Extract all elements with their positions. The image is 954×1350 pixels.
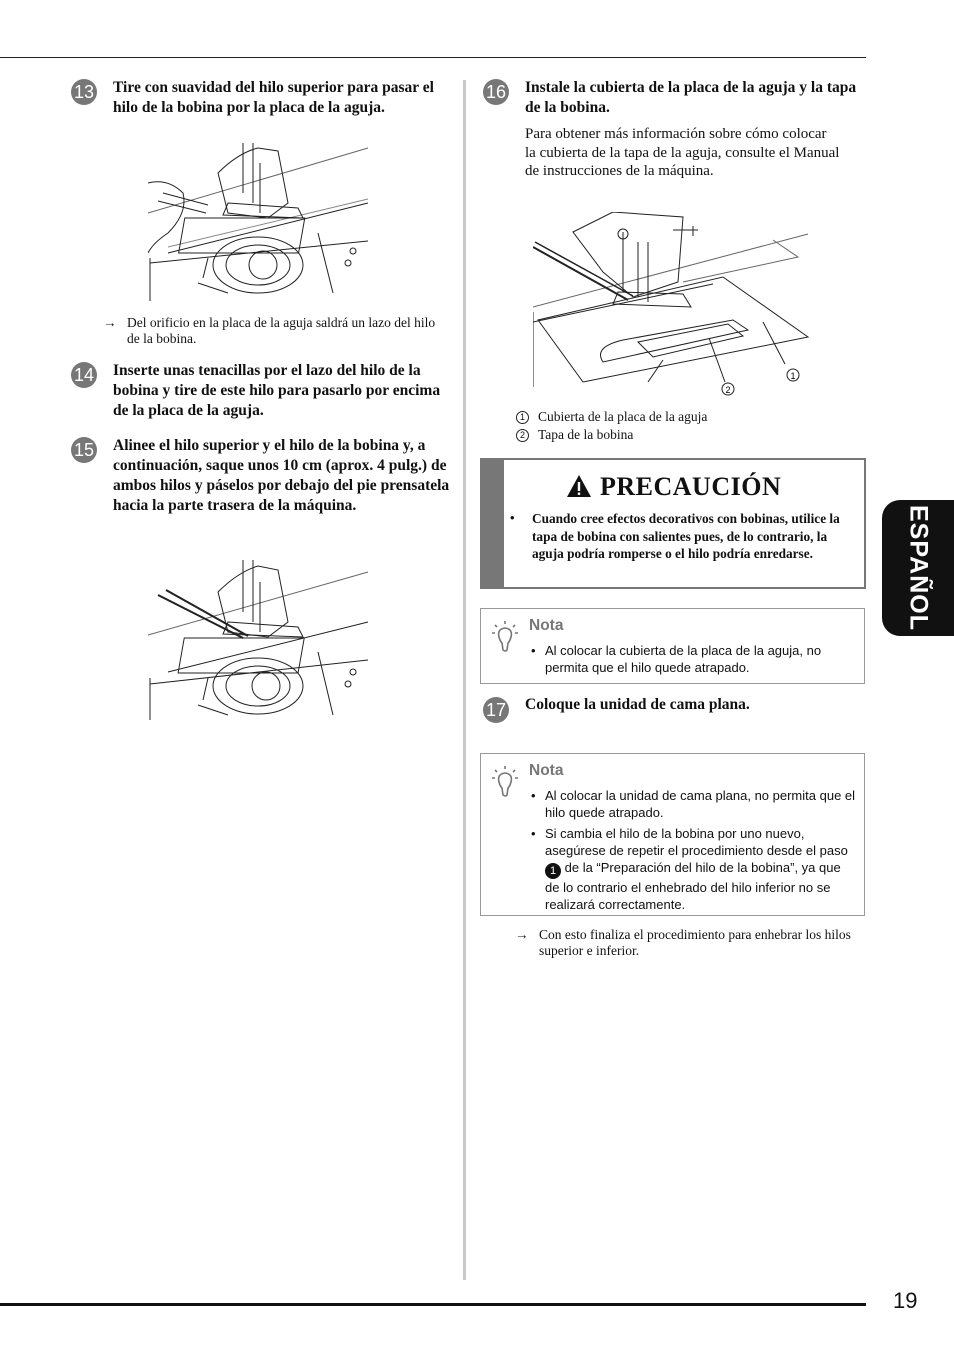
lightbulb-icon — [491, 764, 521, 800]
caption-1-text: Cubierta de la placa de la aguja — [538, 409, 708, 424]
step-15-number: 15 — [71, 437, 97, 463]
callout-2: 2 — [725, 385, 731, 395]
note-2-item-2 — [531, 825, 857, 913]
step-15-text: Alinee el hilo superior y el hilo de la bobina y, a continuación, saque unos 10 cm (aprox. 4 pulg.) de ambos hilos y páselos por debajo del pie prensatela hacia la parte trasera de la máquina. — [113, 437, 450, 514]
step-17-number: 17 — [483, 697, 509, 723]
step-1-reference-icon: 1 — [545, 863, 561, 879]
language-tab-label: ESPAÑOL — [904, 505, 933, 631]
note-2-list — [531, 787, 857, 913]
warning-icon — [566, 474, 592, 498]
bullet: • — [531, 643, 536, 658]
note-2-item-2-before: Si cambia el hilo de la bobina por uno nuevo, asegúrese de repetir el procedimiento desde el paso — [545, 826, 848, 858]
caution-bullet: • — [510, 510, 515, 525]
lightbulb-icon — [491, 619, 521, 655]
final-result-text: Con esto finaliza el procedimiento para enhebrar los hilos superior e inferior. — [539, 927, 851, 958]
bullet: • — [531, 788, 536, 803]
page-number: 19 — [893, 1288, 918, 1313]
step-13-result-text: Del orificio en la placa de la aguja saldrá un lazo del hilo de la bobina. — [127, 315, 436, 346]
step-16-text: Instale la cubierta de la placa de la aguja y la tapa de la bobina. — [525, 79, 857, 116]
step-16-number: 16 — [483, 79, 509, 105]
caption-1 — [516, 408, 707, 426]
note-1-title: Nota — [529, 617, 564, 634]
step-16-body: Para obtener más información sobre cómo colocar la cubierta de la tapa de la aguja, consulte el Manual de instrucciones de la máquina. — [525, 126, 840, 179]
top-rule — [0, 57, 866, 58]
result-arrow-icon: → — [515, 927, 529, 942]
column-divider — [463, 80, 466, 1280]
illustration-step-15 — [148, 560, 370, 720]
note-box-2 — [480, 753, 865, 916]
step-14-number: 14 — [71, 362, 97, 388]
caption-2 — [516, 426, 633, 444]
bottom-rule — [0, 1303, 866, 1306]
step-17-text: Coloque la unidad de cama plana. — [525, 696, 750, 713]
step-13-number: 13 — [71, 79, 97, 105]
callout-1: 1 — [790, 371, 796, 381]
note-1-list — [531, 642, 856, 676]
bullet: • — [531, 826, 536, 841]
illustration-step-13 — [148, 143, 370, 301]
step-14-text: Inserte unas tenacillas por el lazo del hilo de la bobina y tire de este hilo para pasarlo por encima de la placa de la aguja. — [113, 362, 441, 419]
step-13-result — [103, 315, 443, 347]
caption-2-text: Tapa de la bobina — [538, 427, 634, 442]
note-2-item-1-text: Al colocar la unidad de cama plana, no permita que el hilo quede atrapado. — [545, 788, 856, 820]
caution-text: Cuando cree efectos decorativos con bobinas, utilice la tapa de bobina con salientes pues, de lo contrario, la aguja podría romperse o el hilo podría enredarse. — [532, 511, 840, 561]
caution-sidebar — [482, 460, 504, 587]
note-2-item-2-after: de la “Preparación del hilo de la bobina”, ya que de lo contrario el enhebrado del hilo inferior no se realizará correctamente. — [545, 860, 841, 912]
note-1-item-text: Al colocar la cubierta de la placa de la aguja, no permita que el hilo quede atrapado. — [545, 643, 822, 675]
note-2-item-2-text — [545, 825, 857, 913]
final-result — [515, 927, 865, 959]
caption-2-number: 2 — [516, 429, 529, 442]
caution-box — [480, 458, 866, 589]
result-arrow-icon: → — [103, 315, 117, 330]
caution-title: PRECAUCIÓN — [600, 472, 782, 501]
note-box-1 — [480, 608, 865, 684]
note-2-item-1 — [531, 787, 857, 821]
step-13-text: Tire con suavidad del hilo superior para pasar el hilo de la bobina por la placa de la aguja. — [113, 79, 434, 116]
caption-1-number: 1 — [516, 411, 529, 424]
language-tab — [882, 500, 954, 636]
note-1-item — [531, 642, 856, 676]
illustration-step-16 — [533, 212, 813, 397]
note-2-title: Nota — [529, 762, 564, 779]
